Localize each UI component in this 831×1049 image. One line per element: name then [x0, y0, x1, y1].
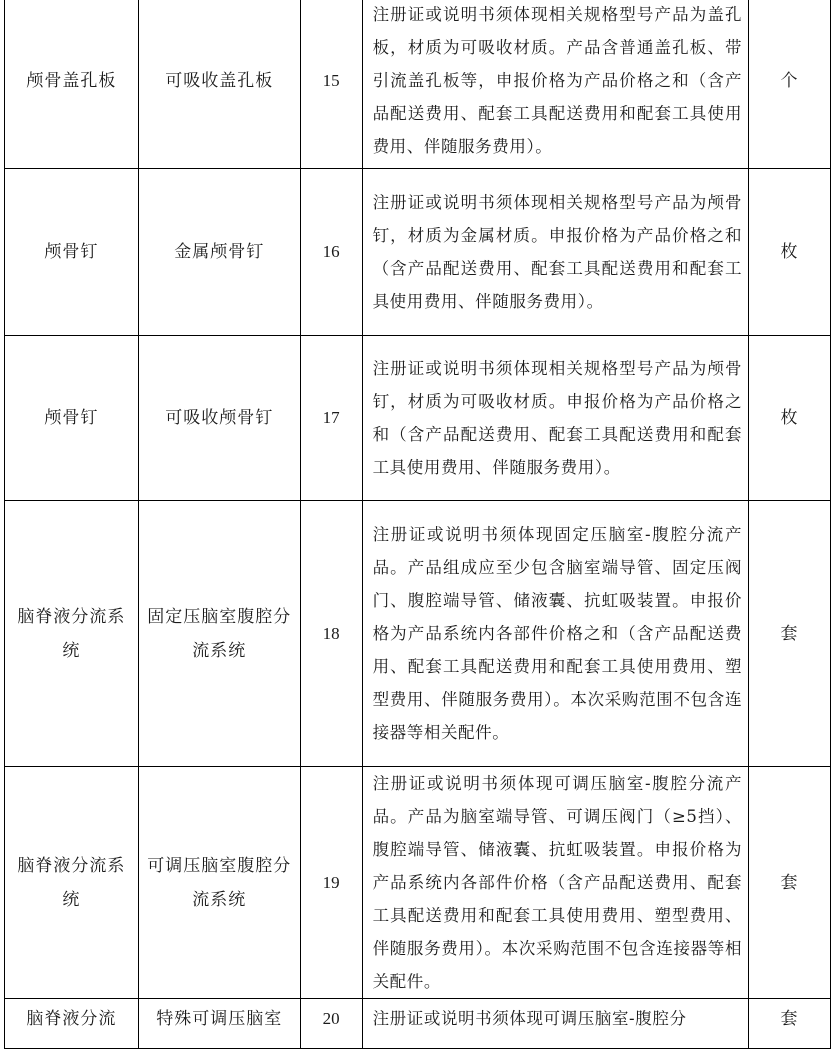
unit-cell: 枚 — [749, 336, 831, 501]
row-number-cell: 15 — [300, 0, 362, 169]
product-name-cell: 金属颅骨钉 — [138, 169, 300, 336]
table-row — [5, 0, 831, 169]
row-number-cell: 17 — [300, 336, 362, 501]
unit-cell: 枚 — [749, 169, 831, 336]
table-row — [5, 501, 831, 767]
unit-cell: 个 — [749, 0, 831, 169]
row-number-cell: 20 — [300, 999, 362, 1049]
product-spec-table — [4, 0, 831, 1049]
category-cell: 颅骨盖孔板 — [5, 0, 139, 169]
product-name-cell: 可调压脑室腹腔分流系统 — [138, 767, 300, 999]
table-row — [5, 169, 831, 336]
description-cell: 注册证或说明书须体现可调压脑室-腹腔分流产品。产品为脑室端导管、可调压阀门（≥5挡）、腹腔端导管、储液囊、抗虹吸装置。申报价格为产品系统内各部件价格（含产品配送费用、配套工具配送费用和配套工具使用费用、塑型费用、伴随服务费用）。本次采购范围不包含连接器等相关配件。 — [362, 767, 749, 999]
table-row — [5, 999, 831, 1049]
unit-cell: 套 — [749, 999, 831, 1049]
description-cell: 注册证或说明书须体现固定压脑室-腹腔分流产品。产品组成应至少包含脑室端导管、固定压阀门、腹腔端导管、储液囊、抗虹吸装置。申报价格为产品系统内各部件价格之和（含产品配送费用、配套工具配送费用和配套工具使用费用、塑型费用、伴随服务费用）。本次采购范围不包含连接器等相关配件。 — [362, 501, 749, 767]
unit-cell: 套 — [749, 767, 831, 999]
product-name-cell: 特殊可调压脑室 — [138, 999, 300, 1049]
description-cell: 注册证或说明书须体现可调压脑室-腹腔分 — [362, 999, 749, 1049]
description-cell: 注册证或说明书须体现相关规格型号产品为盖孔板，材质为可吸收材质。产品含普通盖孔板、带引流盖孔板等，申报价格为产品价格之和（含产品配送费用、配套工具配送费用和配套工具使用费用、伴随服务费用）。 — [362, 0, 749, 169]
description-cell: 注册证或说明书须体现相关规格型号产品为颅骨钉，材质为可吸收材质。申报价格为产品价格之和（含产品配送费用、配套工具配送费用和配套工具使用费用、伴随服务费用）。 — [362, 336, 749, 501]
description-cell: 注册证或说明书须体现相关规格型号产品为颅骨钉，材质为金属材质。申报价格为产品价格之和（含产品配送费用、配套工具配送费用和配套工具使用费用、伴随服务费用）。 — [362, 169, 749, 336]
row-number-cell: 16 — [300, 169, 362, 336]
category-cell: 脑脊液分流系统 — [5, 767, 139, 999]
category-cell: 脑脊液分流系统 — [5, 501, 139, 767]
product-name-cell: 可吸收盖孔板 — [138, 0, 300, 169]
table-row — [5, 767, 831, 999]
product-name-cell: 固定压脑室腹腔分流系统 — [138, 501, 300, 767]
row-number-cell: 19 — [300, 767, 362, 999]
category-cell: 颅骨钉 — [5, 169, 139, 336]
table-row — [5, 336, 831, 501]
product-name-cell: 可吸收颅骨钉 — [138, 336, 300, 501]
category-cell: 脑脊液分流 — [5, 999, 139, 1049]
unit-cell: 套 — [749, 501, 831, 767]
category-cell: 颅骨钉 — [5, 336, 139, 501]
row-number-cell: 18 — [300, 501, 362, 767]
